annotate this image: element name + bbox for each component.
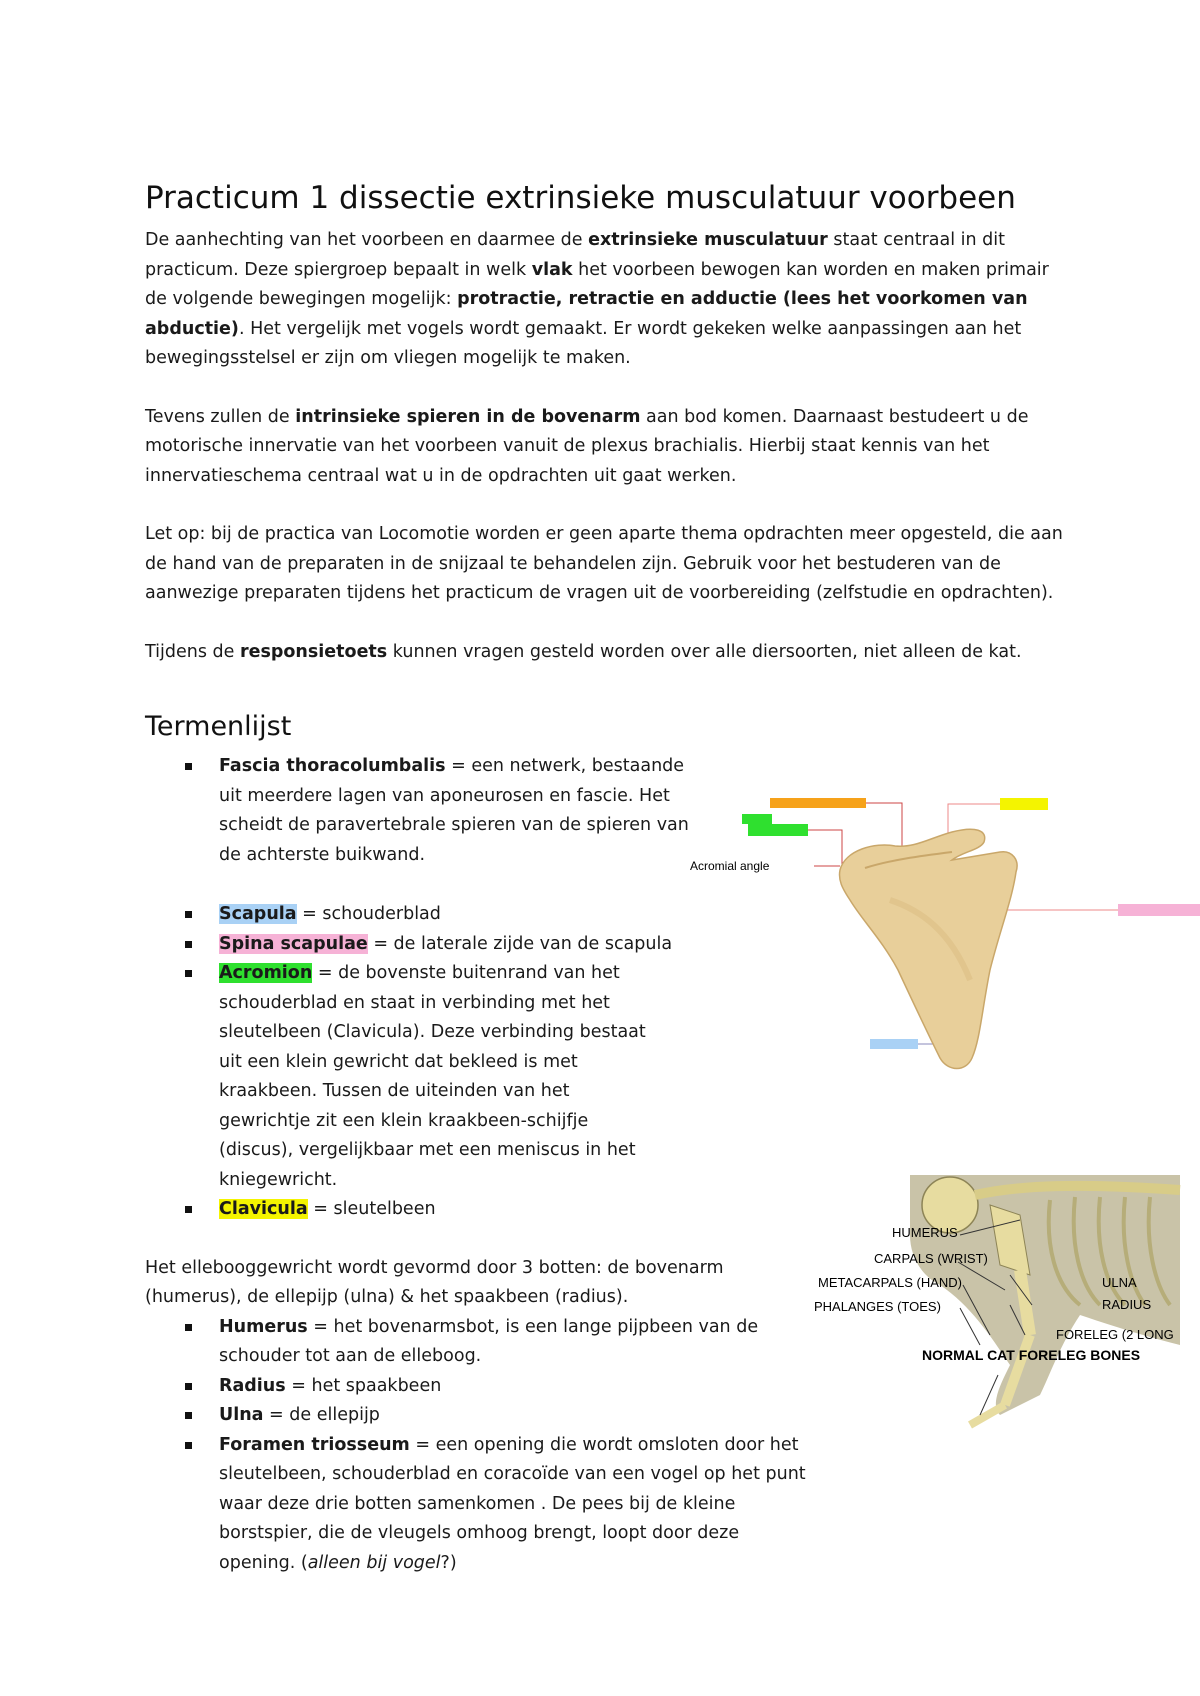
text-run: Tevens zullen de [145, 406, 296, 427]
scapula-bone [839, 829, 1017, 1068]
radius-label: RADIUS [1102, 1297, 1152, 1312]
metacarpals-label: METACARPALS (HAND) [818, 1275, 962, 1290]
list-definition: = de ellepijp [263, 1405, 380, 1425]
list-term: Radius [219, 1375, 286, 1396]
label-highlight-orange [770, 798, 866, 808]
list-term: Fascia thoracolumbalis [219, 756, 446, 776]
list-item [145, 1313, 839, 1372]
text-run: De aanhechting van het voorbeen en daarmee de [145, 230, 589, 250]
phalanges-label: PHALANGES (TOES) [814, 1299, 941, 1314]
list-item [145, 752, 709, 870]
text-run: aan bod komen. Daarnaast bestudeert u de motorische innervatie van het voorbeen vanuit de plexus brachialis. Hierbij staat kennis van het innervatieschema centraal wat u in de opdrachten uit gaat werken. [145, 406, 1029, 486]
bullet-icon [185, 1206, 192, 1213]
intro-paragraph-3: Let op: bij de practica van Locomotie worden er geen aparte thema opdrachten meer opgesteld, die aan de hand van de preparaten in de snijzaal te behandelen zijn. Gebruik voor het bestuderen van de aanwezige preparaten tijdens het practicum de vragen uit de voorbereiding (zelfstudie en opdrachten). [145, 524, 1063, 603]
list-definition: = het bovenarmsbot, is een lange pijpbeen van de schouder tot aan de elleboog. [219, 1316, 759, 1366]
cat-paw-icon [970, 1405, 1005, 1425]
text-run: staat centraal in dit practicum. Deze spiergroep bepaalt in welk [145, 230, 1005, 280]
list-definition: = de laterale zijde van de scapula [367, 933, 673, 954]
intro-paragraph-2 [145, 403, 1075, 492]
bold-term: responsietoets [239, 641, 388, 662]
acromial-angle-label: Acromial angle [690, 859, 770, 873]
italic-note: alleen bij vogel [307, 1552, 441, 1573]
cat-figure-caption: NORMAL CAT FORELEG BONES [922, 1347, 1141, 1363]
leader-line [808, 830, 842, 864]
cat-skeleton-figure [814, 1175, 1180, 1475]
ulna-label: ULNA [1102, 1275, 1137, 1290]
list-item [145, 1431, 809, 1579]
section-heading-termenlijst: Termenlijst [145, 711, 292, 742]
bullet-icon [185, 911, 192, 918]
bullet-icon [185, 1412, 192, 1419]
list-term-highlighted: Acromion [219, 963, 313, 983]
bullet-icon [185, 1442, 192, 1449]
label-highlight-green-top [742, 814, 772, 824]
text-run: het voorbeen bewogen kan worden en maken primair de volgende bewegingen mogelijk: [145, 259, 1049, 309]
bold-term: extrinsieke musculatuur [588, 230, 828, 250]
bullet-icon [185, 763, 192, 770]
bold-term: vlak [531, 259, 573, 280]
bullet-icon [185, 1383, 192, 1390]
label-highlight-blue [870, 1039, 918, 1049]
list-term-highlighted: Clavicula [219, 1199, 308, 1219]
text-run: Tijdens de [145, 641, 240, 662]
label-highlight-pink [1118, 904, 1200, 916]
list-definition: = het spaakbeen [285, 1375, 442, 1396]
intro-paragraph-1 [145, 226, 1075, 374]
text-run: kunnen vragen gesteld worden over alle diersoorten, niet alleen de kat. [387, 641, 1022, 662]
list-term: Ulna [219, 1405, 264, 1425]
page-title: Practicum 1 dissectie extrinsieke musculatuur voorbeen [145, 180, 1016, 216]
foreleg-label: FORELEG (2 LONG [1056, 1327, 1174, 1342]
label-highlight-green [748, 824, 808, 836]
list-definition: = een opening die wordt omsloten door het sleutelbeen, schouderblad en coracoïde van een vogel op het punt waar deze drie botten samenkomen . De pees bij de kleine borstspier, die de vleugels omhoog brengt, loopt door deze opening. ( [219, 1434, 806, 1573]
intro-paragraph-4 [145, 638, 1075, 668]
list-term-highlighted: Spina scapulae [219, 933, 368, 954]
list-definition: = een netwerk, bestaande uit meerdere lagen van aponeurosen en fascie. Het scheidt de paravertebrale spieren van de spieren van de achterste buikwand. [219, 756, 689, 865]
bullet-icon [185, 941, 192, 948]
list-item [145, 959, 649, 1195]
list-definition: = schouderblad [296, 904, 441, 924]
carpals-label: CARPALS (WRIST) [874, 1251, 988, 1266]
list-definition: = de bovenste buitenrand van het schouderblad en staat in verbinding met het sleutelbeen (Clavicula). Deze verbinding bestaat uit een klein gewricht dat bekleed is met kraakbeen. Tussen de uiteinden van het gewrichtje zit een klein kraakbeen-schijfje (discus), vergelijkbaar met een meniscus in het kniegewricht. [219, 963, 646, 1190]
list-definition: = sleutelbeen [307, 1199, 436, 1219]
bold-term: intrinsieke spieren in de bovenarm [295, 406, 641, 427]
humerus-label: HUMERUS [892, 1225, 958, 1240]
list-term: Foramen triosseum [219, 1434, 410, 1455]
list-term: Humerus [219, 1316, 308, 1337]
list-definition: ?) [440, 1552, 457, 1573]
label-highlight-yellow [1000, 798, 1048, 810]
text-run: . Het vergelijk met vogels wordt gemaakt. Er wordt gekeken welke aanpassingen aan het bewegingsstelsel er zijn om vliegen mogelijk te maken. [145, 318, 1022, 368]
elleboog-intro: Het ellebooggewricht wordt gevormd door 3 botten: de bovenarm (humerus), de ellepijp (ulna) & het spaakbeen (radius). [145, 1257, 724, 1307]
bullet-icon [185, 970, 192, 977]
scapula-figure [690, 780, 1200, 1090]
list-term-highlighted: Scapula [219, 904, 297, 924]
bullet-icon [185, 1324, 192, 1331]
bold-term: protractie, retractie en adductie (lees het voorkomen van abductie) [145, 289, 1028, 339]
